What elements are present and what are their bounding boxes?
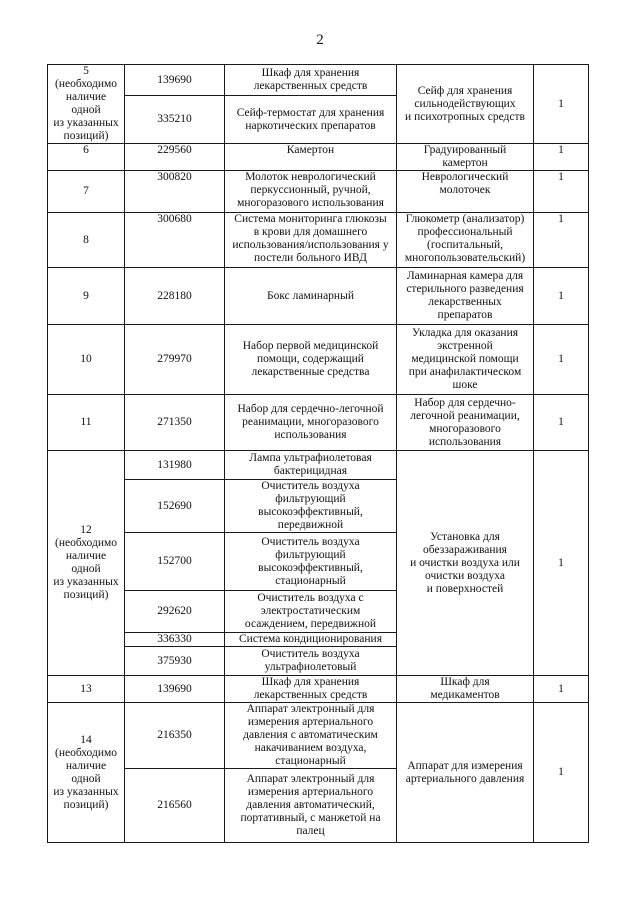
- row-number-cell: 8: [48, 213, 125, 268]
- item-name-cell: Набор первой медицинской помощи, содержащий лекарственные средства: [225, 325, 397, 395]
- item-name-cell: Молоток неврологический перкуссионный, ручной, многоразового использования: [225, 171, 397, 213]
- code-cell: 131980: [125, 451, 225, 480]
- row-number-cell: 7: [48, 171, 125, 213]
- equipment-kind-cell: Аппарат для измерения артериального давления: [397, 703, 534, 843]
- quantity-cell: 1: [534, 395, 589, 451]
- item-name-cell: Система мониторинга глюкозы в крови для домашнего использования/использования у постели больного ИВД: [225, 213, 397, 268]
- equipment-table: [47, 64, 589, 843]
- item-name-cell: Шкаф для хранения лекарственных средств: [225, 676, 397, 703]
- item-name-cell: Шкаф для хранения лекарственных средств: [225, 65, 397, 96]
- row-number-cell: 11: [48, 395, 125, 451]
- code-cell: 300680: [125, 213, 225, 268]
- row-number-cell: 5 (необходимо наличие одной из указанных позиций): [48, 65, 125, 144]
- code-cell: 336330: [125, 633, 225, 647]
- code-cell: 216560: [125, 769, 225, 843]
- equipment-kind-cell: Набор для сердечно- легочной реанимации, многоразового использования: [397, 395, 534, 451]
- code-cell: 375930: [125, 647, 225, 676]
- equipment-kind-cell: Ламинарная камера для стерильного разведения лекарственных препаратов: [397, 268, 534, 325]
- table-row: [48, 65, 589, 96]
- equipment-kind-cell: Неврологический молоточек: [397, 171, 534, 213]
- item-name-cell: Лампа ультрафиолетовая бактерицидная: [225, 451, 397, 480]
- code-cell: 292620: [125, 591, 225, 633]
- quantity-cell: 1: [534, 325, 589, 395]
- quantity-cell: 1: [534, 171, 589, 213]
- equipment-kind-cell: Установка для обеззараживания и очистки воздуха или очистки воздуха и поверхностей: [397, 451, 534, 676]
- code-cell: 229560: [125, 144, 225, 171]
- table-row: [48, 395, 589, 451]
- item-name-cell: Сейф-термостат для хранения наркотических препаратов: [225, 96, 397, 144]
- table-row: [48, 144, 589, 171]
- item-name-cell: Аппарат электронный для измерения артериального давления автоматический, портативный, с манжетой на палец: [225, 769, 397, 843]
- row-number-cell: 6: [48, 144, 125, 171]
- code-cell: 271350: [125, 395, 225, 451]
- table-row: [48, 171, 589, 213]
- quantity-cell: 1: [534, 213, 589, 268]
- code-cell: 279970: [125, 325, 225, 395]
- equipment-kind-cell: Глюкометр (анализатор) профессиональный (госпитальный, многопользовательский): [397, 213, 534, 268]
- row-number-cell: 9: [48, 268, 125, 325]
- code-cell: 139690: [125, 676, 225, 703]
- quantity-cell: 1: [534, 451, 589, 676]
- table-row: [48, 703, 589, 769]
- item-name-cell: Камертон: [225, 144, 397, 171]
- code-cell: 152700: [125, 533, 225, 591]
- equipment-kind-cell: Градуированный камертон: [397, 144, 534, 171]
- equipment-kind-cell: Укладка для оказания экстренной медицинской помощи при анафилактическом шоке: [397, 325, 534, 395]
- item-name-cell: Бокс ламинарный: [225, 268, 397, 325]
- table-row: [48, 268, 589, 325]
- quantity-cell: 1: [534, 268, 589, 325]
- row-number-cell: 12 (необходимо наличие одной из указанных позиций): [48, 451, 125, 676]
- quantity-cell: 1: [534, 144, 589, 171]
- code-cell: 152690: [125, 480, 225, 533]
- row-number-cell: 13: [48, 676, 125, 703]
- code-cell: 335210: [125, 96, 225, 144]
- item-name-cell: Очиститель воздуха с электростатическим осаждением, передвижной: [225, 591, 397, 633]
- code-cell: 300820: [125, 171, 225, 213]
- code-cell: 216350: [125, 703, 225, 769]
- item-name-cell: Набор для сердечно-легочной реанимации, многоразового использования: [225, 395, 397, 451]
- page-number: 2: [316, 32, 324, 48]
- table-row: [48, 676, 589, 703]
- row-number-cell: 14 (необходимо наличие одной из указанных позиций): [48, 703, 125, 843]
- equipment-kind-cell: Сейф для хранения сильнодействующих и психотропных средств: [397, 65, 534, 144]
- row-number-cell: 10: [48, 325, 125, 395]
- item-name-cell: Очиститель воздуха ультрафиолетовый: [225, 647, 397, 676]
- code-cell: 228180: [125, 268, 225, 325]
- item-name-cell: Система кондиционирования: [225, 633, 397, 647]
- quantity-cell: 1: [534, 676, 589, 703]
- table-row: [48, 451, 589, 480]
- quantity-cell: 1: [534, 703, 589, 843]
- code-cell: 139690: [125, 65, 225, 96]
- item-name-cell: Очиститель воздуха фильтрующий высокоэффективный, передвижной: [225, 480, 397, 533]
- table-row: [48, 325, 589, 395]
- table-row: [48, 213, 589, 268]
- item-name-cell: Очиститель воздуха фильтрующий высокоэффективный, стационарный: [225, 533, 397, 591]
- quantity-cell: 1: [534, 65, 589, 144]
- item-name-cell: Аппарат электронный для измерения артериального давления с автоматическим накачиванием воздуха, стационарный: [225, 703, 397, 769]
- equipment-kind-cell: Шкаф для медикаментов: [397, 676, 534, 703]
